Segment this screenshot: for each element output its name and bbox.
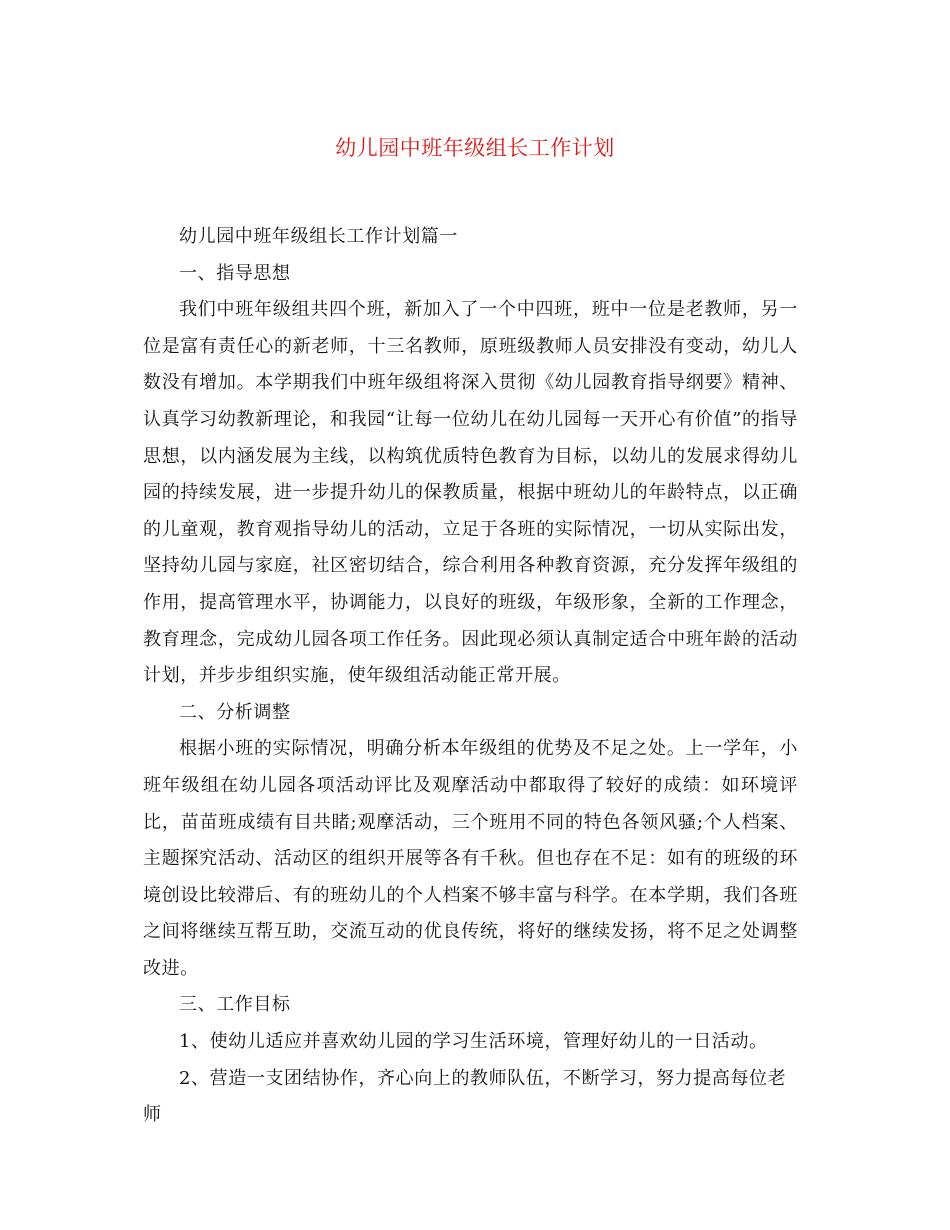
paragraph-analysis: 根据小班的实际情况，明确分析本年级组的优势及不足之处。上一学年，小班年级组在幼儿园各项活动评比及观摩活动中都取得了较好的成绩：如环境评比，苗苗班成绩有目共睹;观摩活动，三个班用不同的特色各领风骚;个人档案、主题探究活动、活动区的组织开展等各有千秋。但也存在不足：如有的班级的环境创设比较滞后、有的班幼儿的个人档案不够丰富与科学。在本学期，我们各班之间将继续互帮互助，交流互动的优良传统，将好的继续发扬，将不足之处调整改进。 [143,738,798,979]
goal-item-2: 2、营造一支团结协作，齐心向上的教师队伍，不断学习，努力提高每位老师 [143,1067,787,1126]
document-title: 幼儿园中班年级组长工作计划 [335,136,615,160]
section-heading-part-one: 幼儿园中班年级组长工作计划篇一 [179,226,458,247]
document-body [143,219,798,1134]
goal-item-1: 1、使幼儿适应并喜欢幼儿园的学习生活环境，管理好幼儿的一日活动。 [179,1031,768,1053]
section-heading-guiding-thought: 一、指导思想 [179,262,291,284]
section-heading-work-goals: 三、工作目标 [179,994,291,1016]
section-heading-analysis: 二、分析调整 [179,701,291,723]
paragraph-guiding-thought: 我们中班年级组共四个班，新加入了一个中四班，班中一位是老教师，另一位是富有责任心的新老师，十三名教师，原班级教师人员安排没有变动，幼儿人数没有增加。本学期我们中班年级组将深入贯彻《幼儿园教育指导纲要》精神、认真学习幼教新理论，和我园“让每一位幼儿在幼儿园每一天开心有价值”的指导思想，以内涵发展为主线，以构筑优质特色教育为目标，以幼儿的发展求得幼儿园的持续发展，进一步提升幼儿的保教质量，根据中班幼儿的年龄特点，以正确的儿童观，教育观指导幼儿的活动，立足于各班的实际情况，一切从实际出发，坚持幼儿园与家庭，社区密切结合，综合利用各种教育资源，充分发挥年级组的作用，提高管理水平，协调能力，以良好的班级，年级形象，全新的工作理念，教育理念，完成幼儿园各项工作任务。因此现必须认真制定适合中班年龄的活动计划，并步步组织实施，使年级组活动能正常开展。 [143,299,798,687]
